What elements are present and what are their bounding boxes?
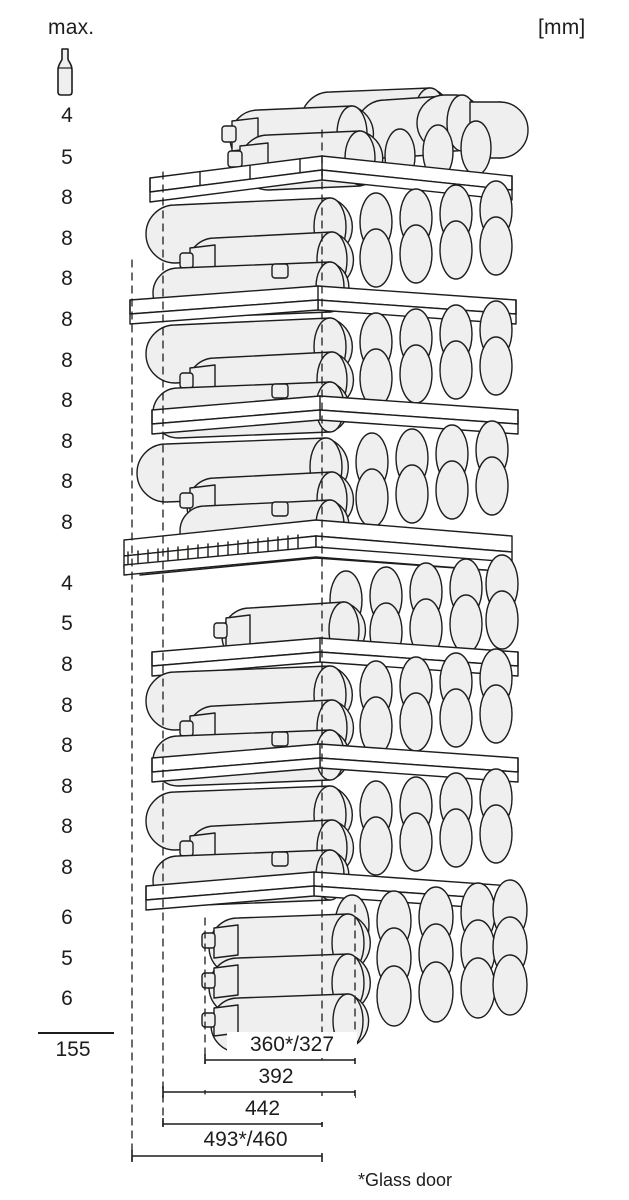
capacity-value: 8 [61, 511, 73, 534]
capacity-value: 6 [61, 906, 73, 929]
capacity-value: 8 [61, 694, 73, 717]
depth-392: 392 [196, 1064, 356, 1090]
capacity-value: 5 [61, 947, 73, 970]
capacity-value: 6 [61, 987, 73, 1010]
depth-493-460: 493*/460 [138, 1127, 353, 1153]
capacity-value: 8 [61, 653, 73, 676]
capacity-value: 8 [61, 349, 73, 372]
capacity-value: 8 [61, 775, 73, 798]
capacity-value: 8 [61, 308, 73, 331]
capacity-value: 5 [61, 612, 73, 635]
depth-360-327: 360*/327 [227, 1032, 357, 1058]
capacity-value: 8 [61, 470, 73, 493]
capacity-value: 8 [61, 389, 73, 412]
glass-door-footnote: *Glass door [358, 1170, 453, 1190]
capacity-value: 8 [61, 856, 73, 879]
capacity-value: 8 [61, 430, 73, 453]
capacity-value: 8 [61, 734, 73, 757]
capacity-total: 155 [55, 1038, 91, 1061]
capacity-value: 5 [61, 146, 73, 169]
capacity-value: 8 [61, 186, 73, 209]
unit-label: [mm] [538, 16, 586, 39]
capacity-value: 4 [61, 104, 73, 127]
depth-442: 442 [170, 1096, 355, 1122]
capacity-value: 8 [61, 267, 73, 290]
max-label: max. [48, 16, 95, 39]
capacity-value: 4 [61, 572, 73, 595]
capacity-value: 8 [61, 815, 73, 838]
capacity-value: 8 [61, 227, 73, 250]
